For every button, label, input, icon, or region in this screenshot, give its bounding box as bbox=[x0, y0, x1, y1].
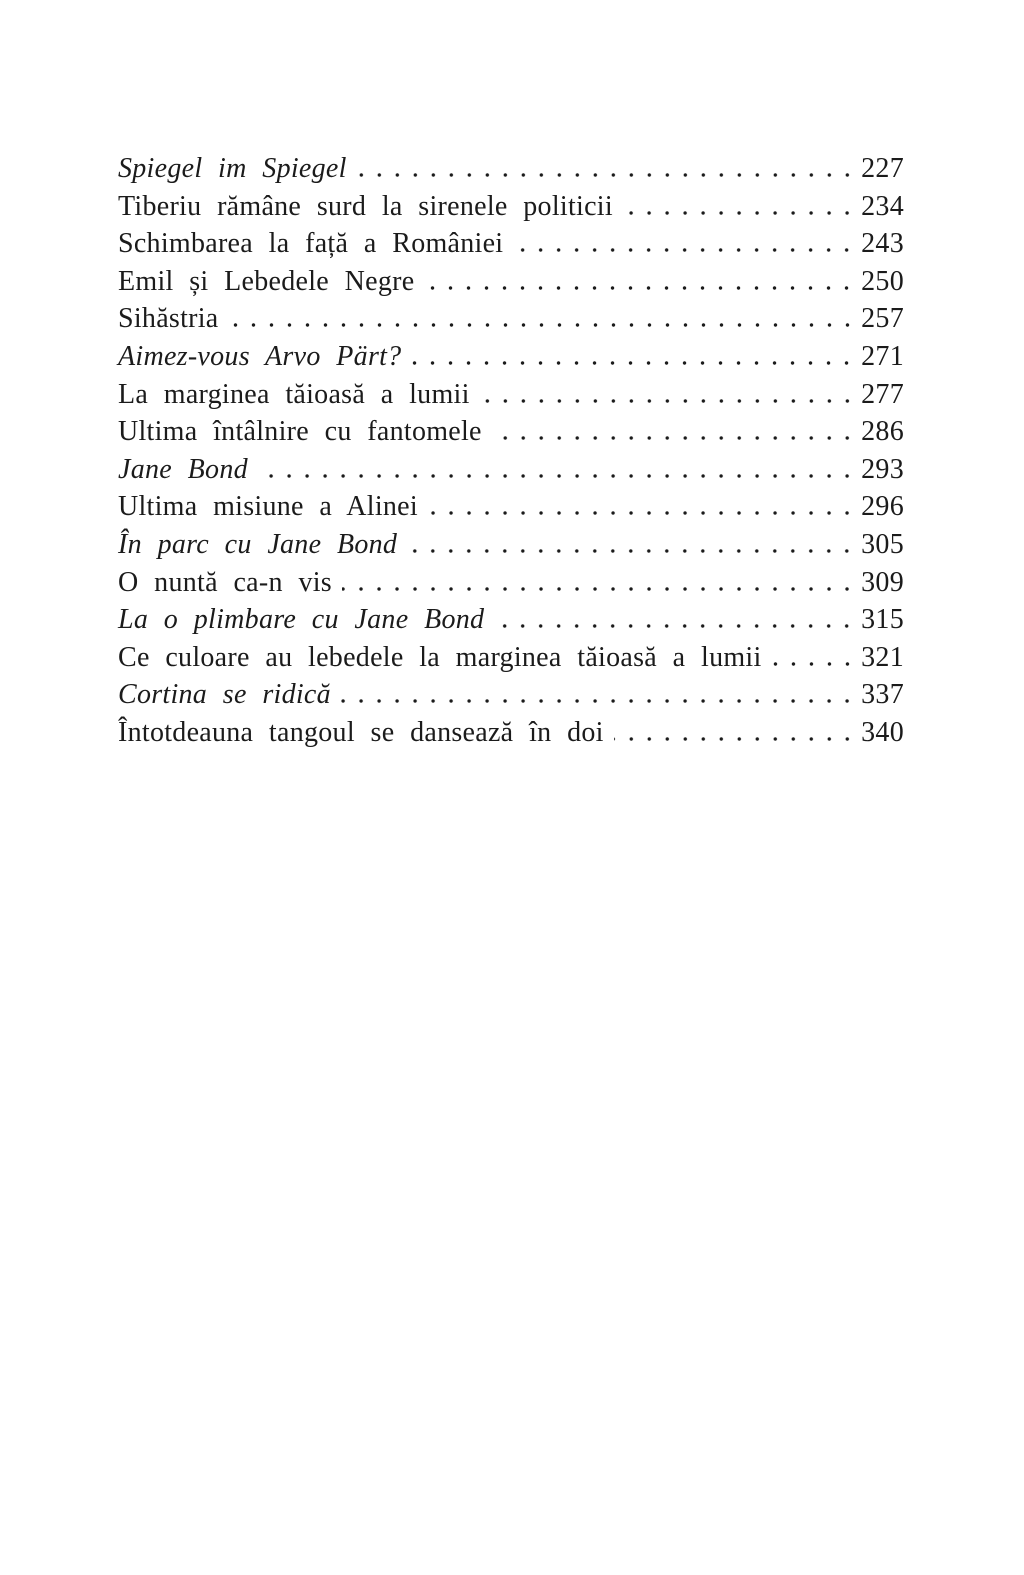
dot-leader bbox=[258, 474, 856, 478]
toc-entry bbox=[118, 676, 904, 714]
toc-entry-title: Aimez-vous Arvo Pärt? bbox=[118, 340, 402, 372]
toc-entry-page-number: 296 bbox=[861, 491, 904, 523]
dot-leader bbox=[341, 699, 856, 703]
toc-entry-page-number: 337 bbox=[861, 679, 904, 711]
toc-entry-title: La o plimbare cu Jane Bond bbox=[118, 604, 485, 636]
dot-leader bbox=[513, 248, 856, 252]
dot-leader bbox=[407, 549, 856, 553]
toc-entry bbox=[118, 526, 904, 564]
toc-entry-title: Ce culoare au lebedele la marginea tăioasă a lumii bbox=[118, 641, 762, 673]
toc-entry-title: O nuntă ca-n vis bbox=[118, 566, 332, 598]
dot-leader bbox=[772, 662, 856, 666]
toc-entry-title: La marginea tăioasă a lumii bbox=[118, 378, 470, 410]
dot-leader bbox=[424, 286, 856, 290]
toc-entry-page-number: 227 bbox=[861, 153, 904, 184]
toc-entry-title: Ultima misiune a Alinei bbox=[118, 491, 418, 523]
toc-entry-title: Sihăstria bbox=[118, 303, 219, 335]
toc-entry bbox=[118, 225, 904, 263]
toc-entry bbox=[118, 601, 904, 639]
toc-entry bbox=[118, 300, 904, 338]
dot-leader bbox=[480, 399, 856, 403]
toc-entry bbox=[118, 639, 904, 677]
toc-entry-title: Ultima întâlnire cu fantomele bbox=[118, 416, 482, 448]
dot-leader bbox=[614, 737, 856, 741]
toc-entry-page-number: 305 bbox=[861, 528, 904, 560]
dot-leader bbox=[494, 624, 856, 628]
toc-entry-page-number: 309 bbox=[861, 566, 904, 598]
toc-entry-title: Cortina se ridică bbox=[118, 679, 331, 711]
toc-entry-page-number: 315 bbox=[861, 604, 904, 636]
toc-entry-page-number: 321 bbox=[861, 641, 904, 673]
dot-leader bbox=[428, 511, 856, 515]
table-of-contents bbox=[118, 150, 904, 752]
toc-entry bbox=[118, 376, 904, 414]
toc-entry bbox=[118, 263, 904, 301]
toc-entry-title: Tiberiu rămâne surd la sirenele politicii bbox=[118, 190, 613, 222]
toc-entry bbox=[118, 338, 904, 376]
toc-entry bbox=[118, 413, 904, 451]
toc-entry-page-number: 250 bbox=[861, 265, 904, 297]
toc-entry-title: Spiegel im Spiegel bbox=[118, 153, 347, 184]
toc-entry-page-number: 234 bbox=[861, 190, 904, 222]
toc-entry-title: În parc cu Jane Bond bbox=[118, 528, 398, 560]
toc-entry-title: Jane Bond bbox=[118, 453, 248, 485]
toc-entry bbox=[118, 488, 904, 526]
toc-entry-title: Schimbarea la față a României bbox=[118, 228, 504, 260]
toc-entry-page-number: 257 bbox=[861, 303, 904, 335]
dot-leader bbox=[229, 323, 856, 327]
toc-entry-page-number: 243 bbox=[861, 228, 904, 260]
dot-leader bbox=[342, 587, 856, 591]
toc-entry-page-number: 286 bbox=[861, 416, 904, 448]
toc-entry-title: Emil și Lebedele Negre bbox=[118, 265, 415, 297]
dot-leader bbox=[623, 211, 856, 215]
toc-entry-page-number: 293 bbox=[861, 453, 904, 485]
toc-entry bbox=[118, 188, 904, 226]
dot-leader bbox=[357, 173, 856, 177]
dot-leader bbox=[492, 436, 856, 440]
dot-leader bbox=[411, 361, 856, 365]
toc-entry-page-number: 340 bbox=[861, 716, 904, 748]
toc-entry bbox=[118, 564, 904, 602]
toc-entry bbox=[118, 451, 904, 489]
toc-entry-title: Întotdeauna tangoul se dansează în doi bbox=[118, 716, 604, 748]
toc-entry bbox=[118, 150, 904, 188]
toc-entry bbox=[118, 714, 904, 752]
toc-entry-page-number: 271 bbox=[861, 340, 904, 372]
toc-entry-page-number: 277 bbox=[861, 378, 904, 410]
